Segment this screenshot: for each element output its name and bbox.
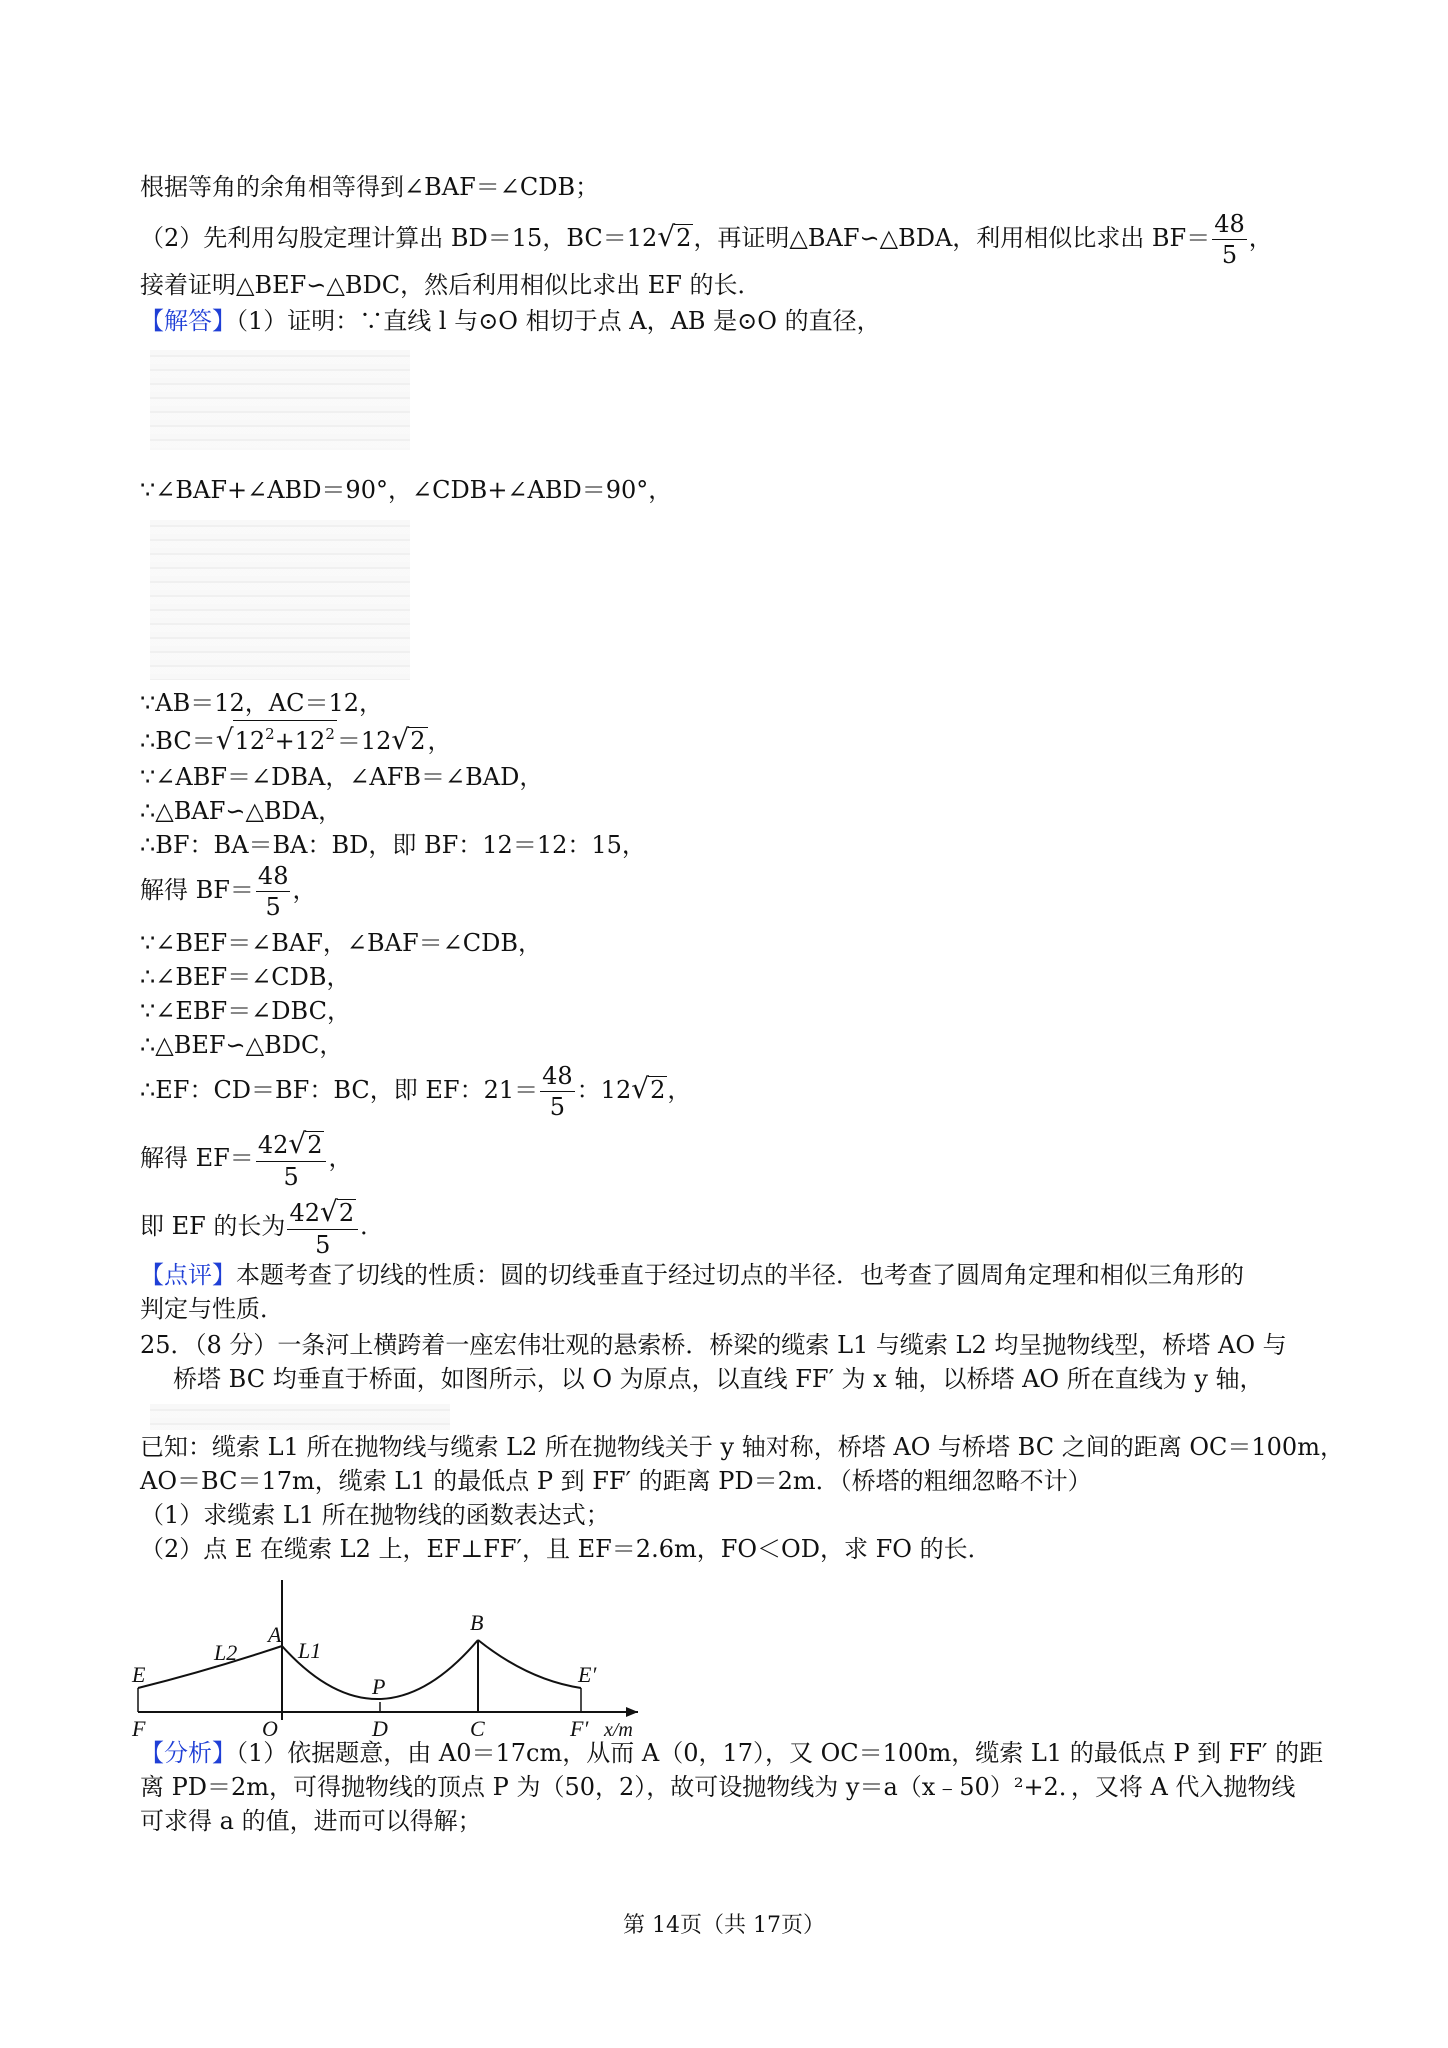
text-line: 桥塔 BC 均垂直于桥面，如图所示，以 O 为原点，以直线 FF′ 为 x 轴，以桥塔 AO 所在直线为 y 轴， xyxy=(173,1365,1264,1393)
text-line: （2）点 E 在缆索 L2 上，EF⊥FF′，且 EF＝2.6m，FO＜OD，求 FO 的长． xyxy=(140,1535,992,1563)
label-b: B xyxy=(470,1610,484,1635)
fraction: $\frac{48}{5}$ xyxy=(1214,210,1245,269)
section-tag: 【点评】 xyxy=(140,1261,236,1289)
label-f: F xyxy=(132,1716,146,1741)
text-line: （2）先利用勾股定理计算出 BD＝15，BC＝12√2，再证明△BAF∽△BDA，利用相似比求出 BF＝ $\frac{48}{5}$ ， xyxy=(140,210,1273,269)
text-line: 离 PD＝2m，可得抛物线的顶点 P 为（50，2），故可设抛物线为 y＝a（x﹣50）²+2．，又将 A 代入抛物线 xyxy=(140,1773,1296,1801)
text-line: ∵∠ABF＝∠DBA，∠AFB＝∠BAD， xyxy=(140,763,544,791)
text-line: ∵∠BAF+∠ABD＝90°，∠CDB+∠ABD＝90°， xyxy=(140,476,673,504)
text-line: ∴BF：BA＝BA：BD，即 BF：12＝12：15， xyxy=(140,831,646,859)
cable-l2 xyxy=(138,1646,282,1688)
text-line: ∴△BEF∽△BDC， xyxy=(140,1031,344,1059)
text-line: 判定与性质． xyxy=(140,1295,284,1323)
text-line: 25．（8 分）一条河上横跨着一座宏伟壮观的悬索桥．桥梁的缆索 L1 与缆索 L2 均呈抛物线型，桥塔 AO 与 xyxy=(140,1331,1287,1359)
text-line: （1）求缆索 L1 所在抛物线的函数表达式； xyxy=(140,1501,610,1529)
page-footer: 第 14页（共 17页） xyxy=(623,1913,825,1938)
blurred-region xyxy=(150,520,410,680)
label-c: C xyxy=(470,1716,485,1741)
label-axis: x/m xyxy=(604,1719,633,1741)
label-p: P xyxy=(372,1674,386,1699)
text-line: ∵∠BEF＝∠BAF，∠BAF＝∠CDB， xyxy=(140,929,542,957)
label-o: O xyxy=(262,1716,278,1741)
x-axis-arrow xyxy=(626,1707,638,1717)
text-line: ∵∠EBF＝∠DBC， xyxy=(140,997,351,1025)
text-line: 根据等角的余角相等得到∠BAF＝∠CDB； xyxy=(140,173,600,201)
label-f-prime: F′ xyxy=(570,1716,589,1741)
blurred-region xyxy=(150,350,410,450)
section-tag: 【解答】 xyxy=(140,307,236,335)
text-line: 解得 BF＝ $\frac{48}{5}$ ， xyxy=(140,862,317,921)
text-line: ∴△BAF∽△BDA， xyxy=(140,797,343,825)
text-line: 可求得 a 的值，进而可以得解； xyxy=(140,1807,482,1835)
label-a: A xyxy=(268,1622,282,1647)
text-line: AO＝BC＝17m，缆索 L1 的最低点 P 到 FF′ 的距离 PD＝2m．（桥塔的粗细忽略不计） xyxy=(140,1467,1092,1495)
text-line: ∴EF：CD＝BF：BC，即 EF：21＝ $\frac{48}{5}$ ：12√2， xyxy=(140,1062,692,1121)
fraction: $\frac{42√2}{5}$ xyxy=(287,1198,358,1257)
text-line: 【解答】（1）证明：∵直线 l 与⊙O 相切于点 A，AB 是⊙O 的直径， xyxy=(140,307,881,335)
text-line: 即 EF 的长为 $\frac{42√2}{5}$ ． xyxy=(140,1195,385,1259)
bridge-figure xyxy=(132,1580,658,1741)
text-line: $\therefore BC=√12^2+12^2=12√2$， xyxy=(140,720,452,756)
fraction: $\frac{48}{5}$ xyxy=(257,862,289,921)
cable-right xyxy=(478,1640,581,1688)
text-line: ∴∠BEF＝∠CDB， xyxy=(140,963,351,991)
label-l1: L1 xyxy=(298,1638,322,1663)
label-e-prime: E′ xyxy=(578,1662,597,1687)
text-line: 接着证明△BEF∽△BDC，然后利用相似比求出 EF 的长． xyxy=(140,271,762,299)
label-d: D xyxy=(372,1716,388,1741)
text-line: 【点评】本题考查了切线的性质：圆的切线垂直于经过切点的半径．也考查了圆周角定理和相似三角形的 xyxy=(140,1261,1244,1289)
text-line: 【分析】（1）依据题意，由 A0＝17cm，从而 A（0，17），又 OC＝100m，缆索 L1 的最低点 P 到 FF′ 的距 xyxy=(140,1739,1324,1767)
fraction: $\frac{48}{5}$ xyxy=(542,1062,573,1121)
section-tag: 【分析】 xyxy=(140,1739,236,1767)
blurred-region xyxy=(150,1404,450,1430)
label-e: E xyxy=(132,1662,146,1687)
text-line: ∵AB＝12，AC＝12， xyxy=(140,689,384,717)
fraction: $\frac{42√2}{5}$ xyxy=(256,1130,327,1189)
label-l2: L2 xyxy=(214,1640,238,1665)
text-line: 解得 EF＝ $\frac{42√2}{5}$ ， xyxy=(140,1127,353,1191)
text-line: 已知：缆索 L1 所在抛物线与缆索 L2 所在抛物线关于 y 轴对称，桥塔 AO 与桥塔 BC 之间的距离 OC＝100m， xyxy=(140,1433,1344,1461)
